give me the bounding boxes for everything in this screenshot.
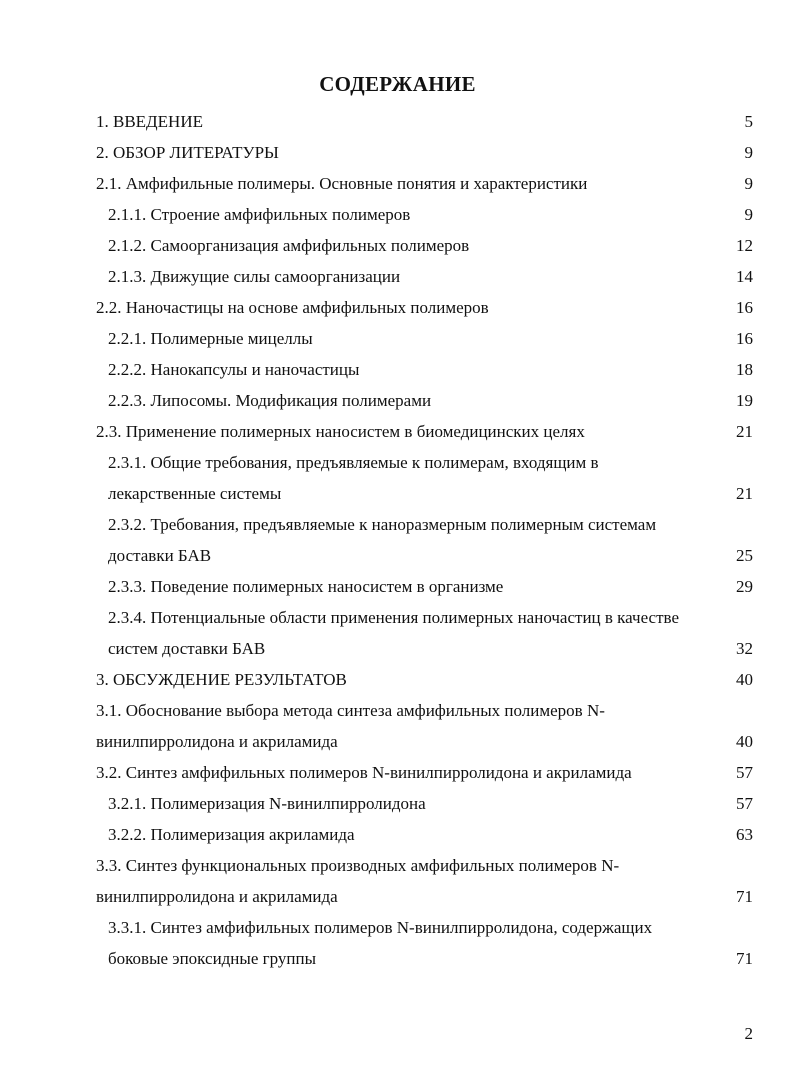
- toc-entry-label: 3.2.1. Полимеризация N-винилпирролидона: [108, 794, 426, 813]
- toc-entry: [0, 509, 795, 540]
- toc-entry: [0, 664, 795, 695]
- toc-entry-page: 57: [736, 763, 753, 782]
- toc-entry: [0, 354, 795, 385]
- toc-entry: [0, 230, 795, 261]
- toc-entry-page: 21: [736, 422, 753, 441]
- toc-entry-label: 2.2.2. Нанокапсулы и наночастицы: [108, 360, 360, 379]
- toc-entry-page: 40: [736, 670, 753, 689]
- toc-entry-label: 2.3. Применение полимерных наносистем в биомедицинских целях: [96, 422, 585, 441]
- toc-entry-label: 2.2.3. Липосомы. Модификация полимерами: [108, 391, 432, 410]
- toc-entry-label: 3.3.1. Синтез амфифильных полимеров N-винилпирролидона, содержащих: [108, 918, 653, 937]
- toc-entry: [0, 385, 795, 416]
- toc-entry: [0, 602, 795, 633]
- toc-entry: [0, 447, 795, 478]
- toc-entry-label: 2.1.1. Строение амфифильных полимеров: [108, 205, 411, 224]
- toc-entry-page: 5: [744, 112, 753, 131]
- toc-entry-label: 3.1. Обоснование выбора метода синтеза амфифильных полимеров N-: [96, 701, 605, 720]
- toc-entry-label: лекарственные системы: [108, 484, 282, 503]
- toc-entry: [0, 912, 795, 943]
- toc-entry: [0, 292, 795, 323]
- toc-entry-page: 29: [736, 577, 753, 596]
- page-number: 2: [744, 1024, 753, 1043]
- toc-entry-label: 2.1. Амфифильные полимеры. Основные понятия и характеристики: [96, 174, 588, 193]
- toc-entry: [0, 106, 795, 137]
- toc-entry-page: 25: [736, 546, 753, 565]
- toc-entry-label: 2.2.1. Полимерные мицеллы: [108, 329, 313, 348]
- toc-entry: [0, 788, 795, 819]
- toc-entry-page: 71: [736, 887, 753, 906]
- toc-entry-label: 2.1.2. Самоорганизация амфифильных полимеров: [108, 236, 470, 255]
- toc-entry-label: 1. ВВЕДЕНИЕ: [96, 112, 203, 131]
- toc-entry: [0, 757, 795, 788]
- toc-entry-page: 16: [736, 329, 753, 348]
- toc-entry-label: 2.3.3. Поведение полимерных наносистем в организме: [108, 577, 504, 596]
- toc-entry-page: 63: [736, 825, 753, 844]
- toc-entry-page: 9: [744, 174, 753, 193]
- toc-entry: [0, 199, 795, 230]
- toc-entry: [0, 261, 795, 292]
- toc-entry: [0, 168, 795, 199]
- toc-entry-label: систем доставки БАВ: [108, 639, 266, 658]
- toc-entry-page: 9: [744, 205, 753, 224]
- toc-entry: [0, 881, 795, 912]
- toc-entry-label: 3.3. Синтез функциональных производных амфифильных полимеров N-: [96, 856, 620, 875]
- toc-entry-label: 3.2. Синтез амфифильных полимеров N-винилпирролидона и акриламида: [96, 763, 632, 782]
- toc-entry-label: 3.2.2. Полимеризация акриламида: [108, 825, 355, 844]
- toc-entry-page: 14: [736, 267, 753, 286]
- toc-entry-label: 2.2. Наночастицы на основе амфифильных полимеров: [96, 298, 489, 317]
- toc-entry-label: боковые эпоксидные группы: [108, 949, 316, 968]
- toc-entry: [0, 819, 795, 850]
- toc-entry-label: 2.3.1. Общие требования, предъявляемые к полимерам, входящим в: [108, 453, 599, 472]
- toc-entry: [0, 571, 795, 602]
- toc-entry-label: 2.1.3. Движущие силы самоорганизации: [108, 267, 401, 286]
- toc-entry: [0, 478, 795, 509]
- toc-entry: [0, 726, 795, 757]
- toc-entry: [0, 850, 795, 881]
- toc-entry: [0, 943, 795, 974]
- toc-entry-page: 19: [736, 391, 753, 410]
- page-title: СОДЕРЖАНИЕ: [319, 72, 476, 96]
- toc-entry-label: доставки БАВ: [108, 546, 212, 565]
- toc-entry: [0, 540, 795, 571]
- toc-entry-label: 2.3.4. Потенциальные области применения полимерных наночастиц в качестве: [108, 608, 680, 627]
- toc-entry-label: 3. ОБСУЖДЕНИЕ РЕЗУЛЬТАТОВ: [96, 670, 347, 689]
- toc-entry-label: 2. ОБЗОР ЛИТЕРАТУРЫ: [96, 143, 279, 162]
- toc-entry-page: 9: [744, 143, 753, 162]
- toc-entry-page: 18: [736, 360, 753, 379]
- toc-entry-page: 12: [736, 236, 753, 255]
- toc-entry: [0, 137, 795, 168]
- toc-entry-label: винилпирролидона и акриламида: [96, 887, 338, 906]
- toc-entry-page: 40: [736, 732, 753, 751]
- toc-entry-page: 57: [736, 794, 753, 813]
- toc-entry-label: винилпирролидона и акриламида: [96, 732, 338, 751]
- toc-entry: [0, 323, 795, 354]
- toc-entry-page: 16: [736, 298, 753, 317]
- toc-entry-page: 21: [736, 484, 753, 503]
- toc-entry-label: 2.3.2. Требования, предъявляемые к наноразмерным полимерным системам: [108, 515, 657, 534]
- toc-entry: [0, 695, 795, 726]
- toc-entry: [0, 416, 795, 447]
- toc-entry: [0, 633, 795, 664]
- toc-entry-page: 32: [736, 639, 753, 658]
- toc-entry-page: 71: [736, 949, 753, 968]
